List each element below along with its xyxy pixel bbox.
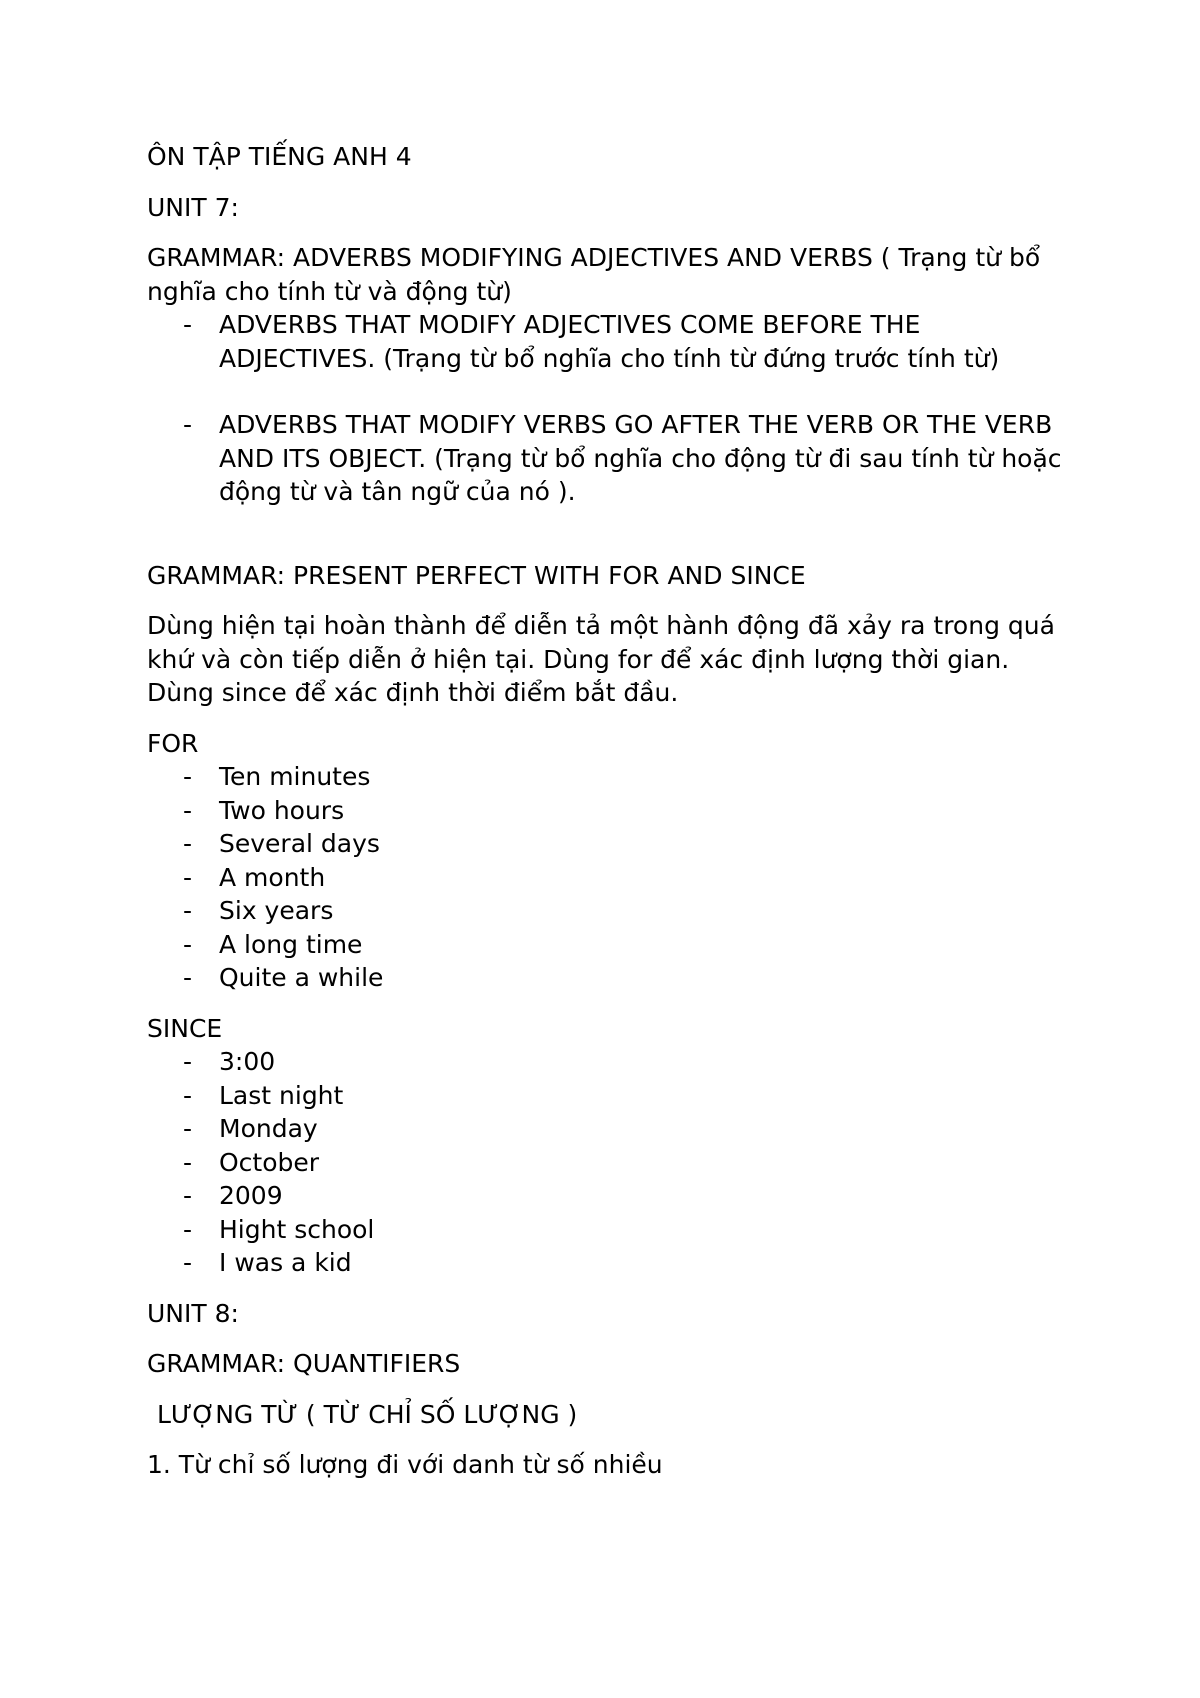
unit-7-heading: UNIT 7: (147, 192, 239, 222)
list-item: - Quite a while (147, 961, 1067, 995)
adverb-rules-list (147, 308, 1067, 509)
unit-8-heading: UNIT 8: (147, 1298, 239, 1328)
present-perfect-description: Dùng hiện tại hoàn thành để diễn tả một hành động đã xảy ra trong quá khứ và còn tiếp diễn ở hiện tại. Dùng for để xác định lượng thời gian. Dùng since để xác định thời điểm bắt đầu. (147, 611, 1055, 707)
document-title: ÔN TẬP TIẾNG ANH 4 (147, 142, 412, 171)
list-item: - Last night (147, 1079, 1067, 1113)
document-page (147, 140, 1067, 1482)
list-item: - A long time (147, 928, 1067, 962)
list-item: - Ten minutes (147, 760, 1067, 794)
list-item: - 3:00 (147, 1045, 1067, 1079)
adverb-rule: - ADVERBS THAT MODIFY VERBS GO AFTER THE VERB OR THE VERB AND ITS OBJECT. (Trạng từ bổ nghĩa cho động từ đi sau tính từ hoặc động từ và tân ngữ của nó ). (147, 408, 1067, 509)
grammar-adverbs-heading: GRAMMAR: ADVERBS MODIFYING ADJECTIVES AND VERBS ( Trạng từ bổ nghĩa cho tính từ và động từ) (147, 243, 1041, 306)
since-label: SINCE (147, 1013, 223, 1043)
grammar-quantifiers-heading: GRAMMAR: QUANTIFIERS (147, 1349, 461, 1378)
for-label: FOR (147, 728, 199, 758)
adverb-rule: - ADVERBS THAT MODIFY ADJECTIVES COME BEFORE THE ADJECTIVES. (Trạng từ bổ nghĩa cho tính từ đứng trước tính từ) (147, 308, 1067, 375)
list-item: - Hight school (147, 1213, 1067, 1247)
list-item: - October (147, 1146, 1067, 1180)
quantifiers-point-1: 1. Từ chỉ số lượng đi với danh từ số nhiều (147, 1450, 663, 1479)
list-item: - A month (147, 861, 1067, 895)
for-list (147, 760, 1067, 995)
list-item: - Monday (147, 1112, 1067, 1146)
quantifiers-subheading: LƯỢNG TỪ ( TỪ CHỈ SỐ LƯỢNG ) (157, 1399, 578, 1429)
list-item: - Six years (147, 894, 1067, 928)
list-item: - Several days (147, 827, 1067, 861)
list-item: - I was a kid (147, 1246, 1067, 1280)
since-list (147, 1045, 1067, 1280)
grammar-present-perfect-heading: GRAMMAR: PRESENT PERFECT WITH FOR AND SINCE (147, 560, 806, 590)
list-item: - Two hours (147, 794, 1067, 828)
list-item: - 2009 (147, 1179, 1067, 1213)
